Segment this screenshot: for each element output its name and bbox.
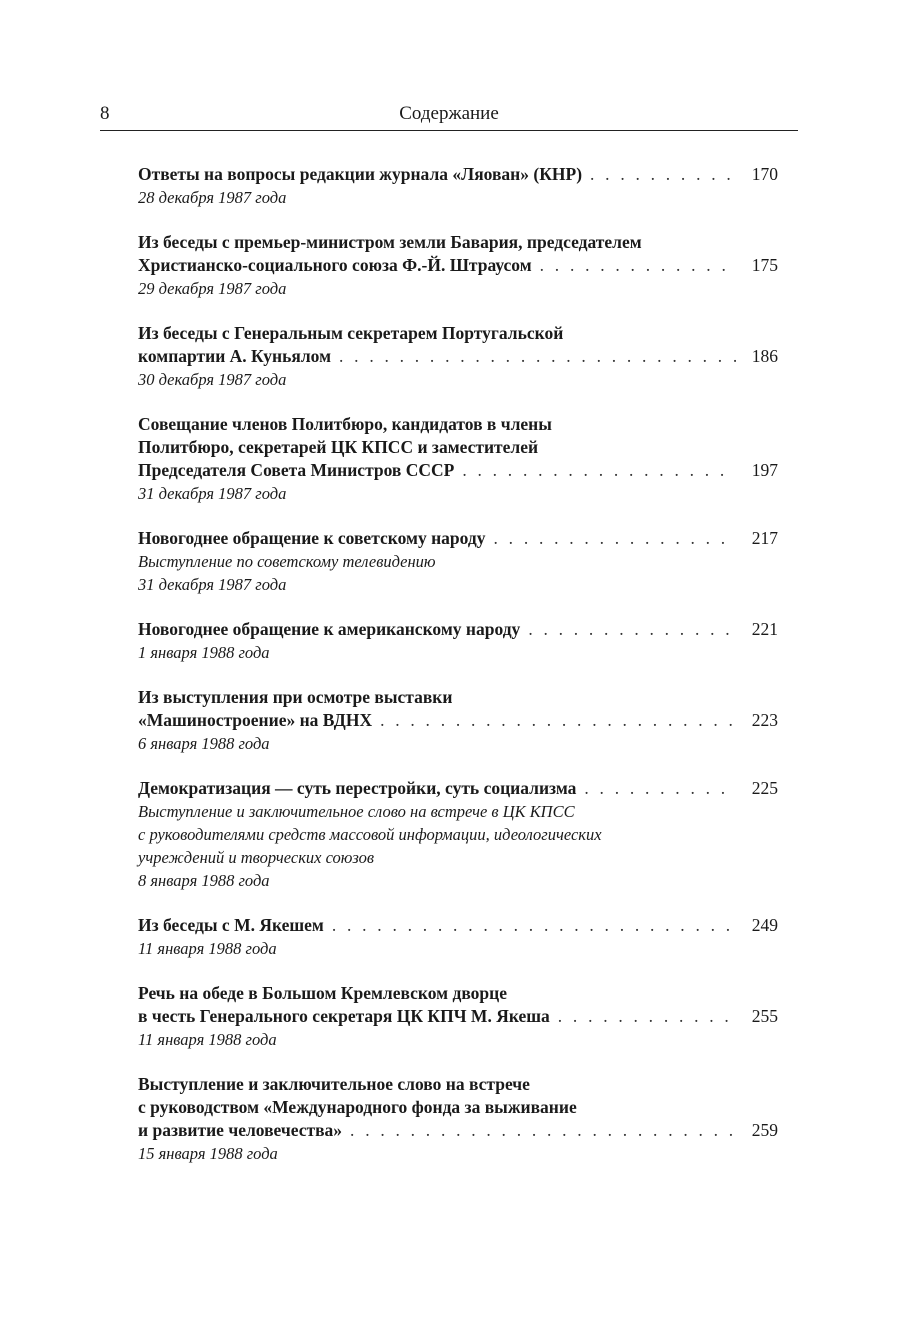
dot-leader (590, 163, 736, 186)
toc-entry-subtitle: 30 декабря 1987 года (138, 370, 287, 389)
toc-entry-title-row (138, 709, 778, 732)
toc-entry-title-row (138, 163, 778, 186)
toc-entry-page-number: 170 (751, 164, 778, 184)
toc-entry[interactable] (138, 527, 778, 596)
toc-entry[interactable] (138, 413, 778, 505)
toc-entry-subtitle: учреждений и творческих союзов (138, 848, 375, 867)
toc-entry-title-row (138, 1119, 778, 1142)
toc-entry-title-line: Председателя Совета Министров СССР (138, 460, 455, 480)
toc-entry-page-number: 249 (751, 915, 778, 935)
toc-entry-title-line: компартии А. Куньялом (138, 346, 332, 366)
toc-entry-page-number: 197 (751, 460, 778, 480)
dot-leader (332, 914, 736, 937)
toc-entry-title-line: Ответы на вопросы редакции журнала «Ляован» (КНР) (138, 164, 583, 184)
toc-entry-subtitle: 11 января 1988 года (138, 939, 277, 958)
toc-entry[interactable] (138, 618, 778, 664)
toc-entry-page-number: 186 (751, 346, 778, 366)
toc-entry-page-number: 221 (751, 619, 778, 639)
toc-entry-title-row (138, 1005, 778, 1028)
toc-entry[interactable] (138, 163, 778, 209)
toc-entry-page-number: 259 (751, 1120, 778, 1140)
toc-entry-title-line: Из беседы с премьер-министром земли Бавария, председателем (138, 232, 642, 252)
toc-entry-subtitle: 15 января 1988 года (138, 1144, 278, 1163)
toc-entry-title-line: в честь Генерального секретаря ЦК КПЧ М. Якеша (138, 1006, 550, 1026)
running-title: Содержание (399, 103, 499, 124)
dot-leader (380, 709, 736, 732)
toc-entry-page-number: 217 (751, 528, 778, 548)
toc-entry[interactable] (138, 231, 778, 300)
toc-entry-title-row (138, 254, 778, 277)
toc-entry-title-row (138, 459, 778, 482)
toc-entry-subtitle: Выступление и заключительное слово на встрече в ЦК КПСС (138, 802, 575, 821)
toc-entry-title-line: «Машиностроение» на ВДНХ (138, 710, 373, 730)
toc-entry-title-line: Из беседы с М. Якешем (138, 915, 324, 935)
toc-entry[interactable] (138, 686, 778, 755)
dot-leader (339, 345, 736, 368)
toc-entry-title-line: Речь на обеде в Большом Кремлевском дворце (138, 983, 507, 1003)
toc-entry-title-line: Из выступления при осмотре выставки (138, 687, 453, 707)
page-number: 8 (100, 103, 110, 124)
toc-entry[interactable] (138, 914, 778, 960)
toc-entry-subtitle: 6 января 1988 года (138, 734, 270, 753)
toc-entry-subtitle: 11 января 1988 года (138, 1030, 277, 1049)
toc-entry[interactable] (138, 322, 778, 391)
toc-entry-subtitle: 1 января 1988 года (138, 643, 270, 662)
toc-entry-title-row (138, 914, 778, 937)
toc-entry-subtitle: 29 декабря 1987 года (138, 279, 287, 298)
toc-entry-title-line: и развитие человечества» (138, 1120, 343, 1140)
toc-entry-title-row (138, 527, 778, 550)
toc-entry[interactable] (138, 1073, 778, 1165)
dot-leader (540, 254, 736, 277)
dot-leader (584, 777, 736, 800)
toc-entry-page-number: 225 (751, 778, 778, 798)
toc-entry-subtitle: 8 января 1988 года (138, 871, 270, 890)
toc-entry-subtitle: с руководителями средств массовой информации, идеологических (138, 825, 602, 844)
dot-leader (494, 527, 736, 550)
toc-entry-title-line: Новогоднее обращение к американскому народу (138, 619, 521, 639)
toc-entry-title-line: Выступление и заключительное слово на встрече (138, 1074, 530, 1094)
toc-entry[interactable] (138, 982, 778, 1051)
toc-entry-title-row (138, 345, 778, 368)
toc-entry-title-line: Совещание членов Политбюро, кандидатов в члены (138, 414, 552, 434)
toc-entry-title-line: Новогоднее обращение к советскому народу (138, 528, 486, 548)
toc-entry-subtitle: 31 декабря 1987 года (138, 484, 287, 503)
toc-entry-title-row (138, 618, 778, 641)
dot-leader (462, 459, 736, 482)
toc-entry-subtitle: 31 декабря 1987 года (138, 575, 287, 594)
toc-entry-page-number: 175 (751, 255, 778, 275)
table-of-contents (138, 163, 778, 1187)
toc-entry-title-line: Из беседы с Генеральным секретарем Португальской (138, 323, 564, 343)
toc-entry-title-line: Христианско-социального союза Ф.-Й. Штраусом (138, 255, 532, 275)
dot-leader (350, 1119, 736, 1142)
toc-entry-subtitle: Выступление по советскому телевидению (138, 552, 436, 571)
toc-entry-title-line: с руководством «Международного фонда за выживание (138, 1097, 577, 1117)
toc-entry-page-number: 223 (751, 710, 778, 730)
dot-leader (558, 1005, 736, 1028)
dot-leader (528, 618, 736, 641)
toc-entry-page-number: 255 (751, 1006, 778, 1026)
toc-entry-title-line: Политбюро, секретарей ЦК КПСС и заместителей (138, 437, 539, 457)
toc-entry-subtitle: 28 декабря 1987 года (138, 188, 287, 207)
toc-entry-title-line: Демократизация — суть перестройки, суть социализма (138, 778, 577, 798)
page-header (100, 102, 798, 131)
toc-entry-title-row (138, 777, 778, 800)
toc-entry[interactable] (138, 777, 778, 892)
